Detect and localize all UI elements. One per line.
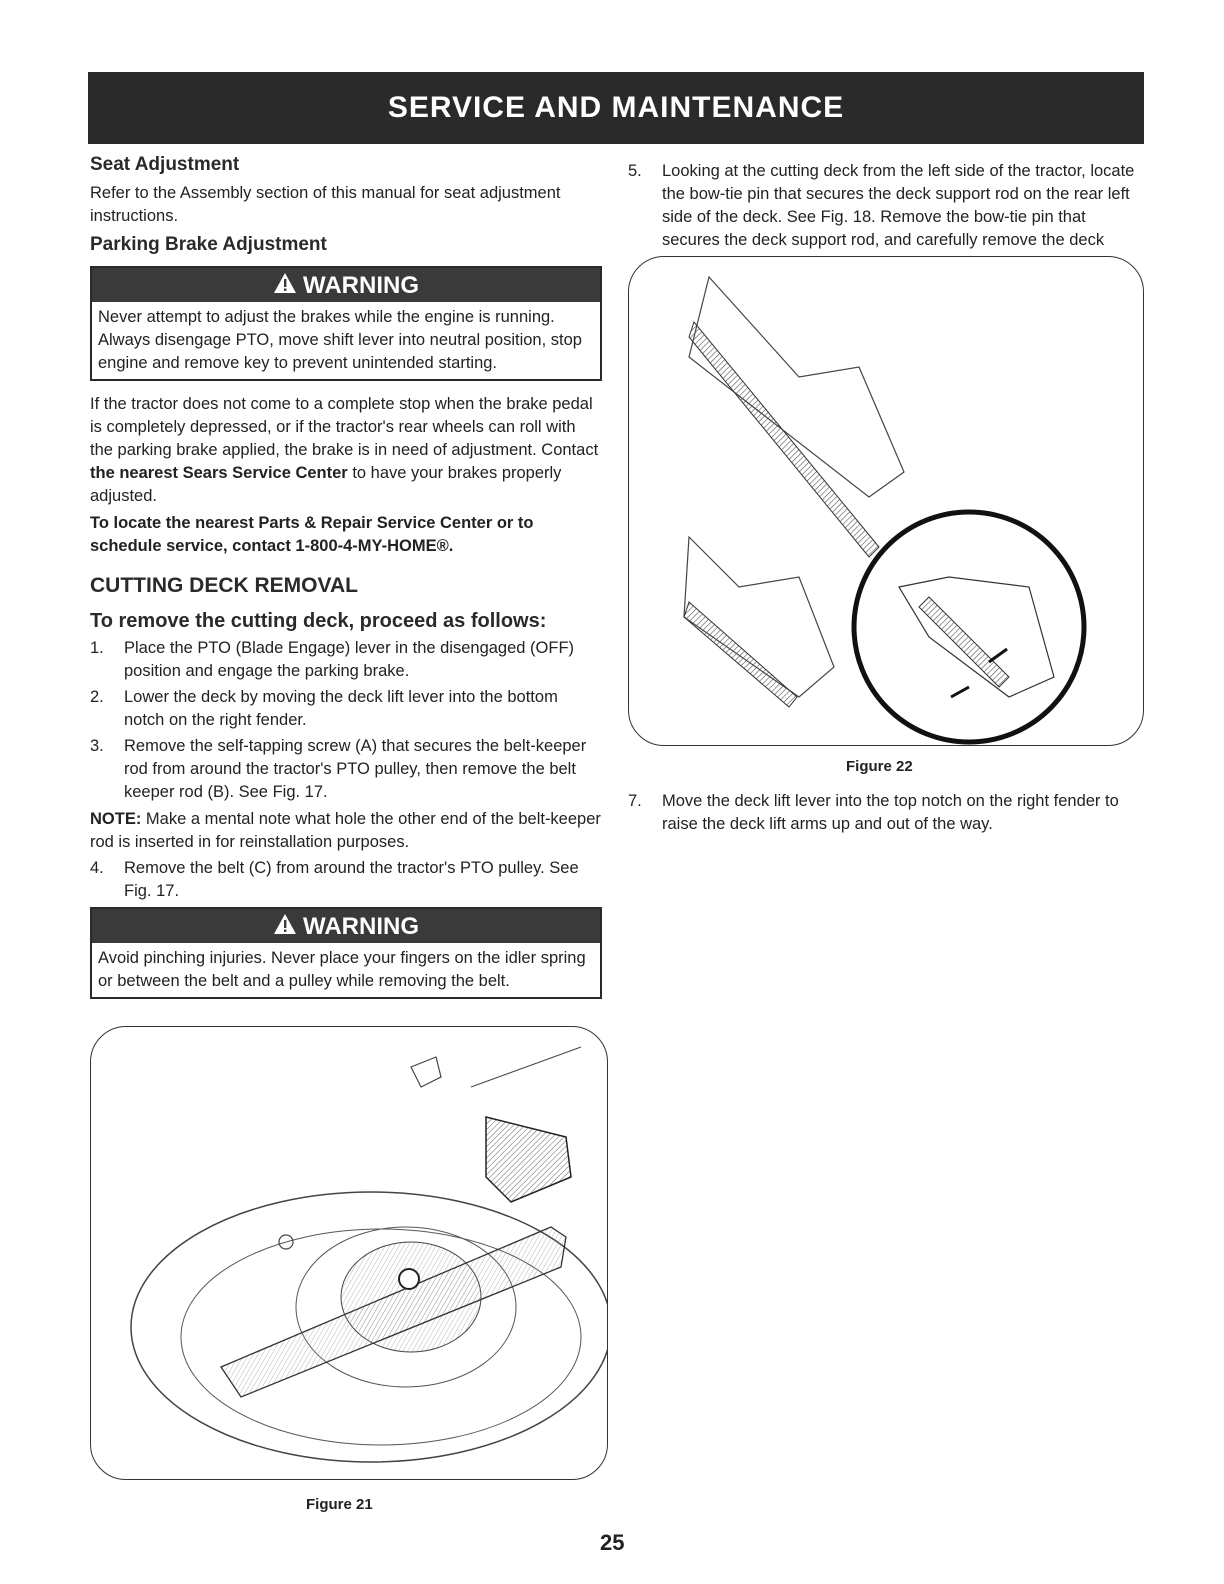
warning-box-pinching (90, 907, 602, 999)
figure-22-caption: Figure 22 (846, 758, 913, 775)
warning-triangle-icon (273, 272, 297, 298)
list-item: 3. Remove the self-tapping screw (A) that secures the belt-keeper rod from around the tractor's PTO pulley, then remove the belt keeper rod (B). See Fig. 17. (90, 737, 587, 801)
blade-drawing (629, 257, 1143, 745)
section-banner (88, 72, 1144, 144)
list-item: 2. Lower the deck by moving the deck lift lever into the bottom notch on the right fender. (90, 688, 558, 729)
figure-21-caption: Figure 21 (306, 1496, 373, 1513)
cutting-deck-heading: CUTTING DECK REMOVAL (90, 574, 358, 597)
brake-paragraph: If the tractor does not come to a complete stop when the brake pedal is completely depressed, or if the tractor's rear wheels can roll with the parking brake applied, the brake is in need of adjustment. Contact the nearest Sears Service Center to have your brakes properly adjusted. (90, 395, 599, 505)
deck-steps-list-2 (90, 857, 602, 903)
list-item: 7. Move the deck lift lever into the top notch on the right fender to raise the deck lift arms up and out of the way. (628, 792, 1119, 833)
deck-drawing (91, 1027, 607, 1479)
right-steps-list-2 (628, 790, 1143, 836)
belt-keeper-note: NOTE: Make a mental note what hole the other end of the belt-keeper rod is inserted in for reinstallation purposes. (90, 810, 601, 851)
warning-header (92, 909, 600, 943)
parking-brake-heading: Parking Brake Adjustment (90, 234, 327, 255)
page-number: 25 (600, 1530, 625, 1555)
left-column (90, 152, 602, 999)
warning-title: WARNING (303, 271, 419, 299)
warning-title: WARNING (303, 912, 419, 940)
figure-21-deck-illustration (90, 1026, 608, 1480)
warning-triangle-icon (273, 913, 297, 939)
warning-text: Avoid pinching injuries. Never place your fingers on the idler spring or between the belt and a pulley while removing the belt. (98, 949, 586, 990)
list-item: 5. Looking at the cutting deck from the left side of the tractor, locate the bow-tie pin that secures the deck support rod on the rear left side of the deck. See Fig. 18. Remove the bow-tie pin that secures the deck support rod, and carefully remove the deck (628, 162, 1135, 249)
figure-22-blade-illustration (628, 256, 1144, 746)
section-title: SERVICE AND MAINTENANCE (387, 91, 845, 124)
deck-steps-list (90, 637, 602, 804)
warning-header (92, 268, 600, 302)
warning-text: Never attempt to adjust the brakes while the engine is running. Always disengage PTO, move shift lever into neutral position, stop engine and remove key to prevent unintended starting. (98, 308, 582, 372)
cutting-deck-subheading: To remove the cutting deck, proceed as follows: (90, 610, 547, 632)
right-column-bottom (628, 790, 1143, 836)
list-item: 4. Remove the belt (C) from around the tractor's PTO pulley. See Fig. 17. (90, 859, 579, 900)
sears-service-center: the nearest Sears Service Center (90, 464, 348, 482)
contact-paragraph: To locate the nearest Parts & Repair Service Center or to schedule service, contact 1-800-4-MY-HOME®. (90, 514, 534, 555)
list-item: 1. Place the PTO (Blade Engage) lever in the disengaged (OFF) position and engage the parking brake. (90, 639, 575, 680)
seat-adjustment-text: Refer to the Assembly section of this manual for seat adjustment instructions. (90, 184, 561, 225)
seat-adjustment-heading: Seat Adjustment (90, 154, 240, 175)
warning-box-brakes (90, 266, 602, 381)
